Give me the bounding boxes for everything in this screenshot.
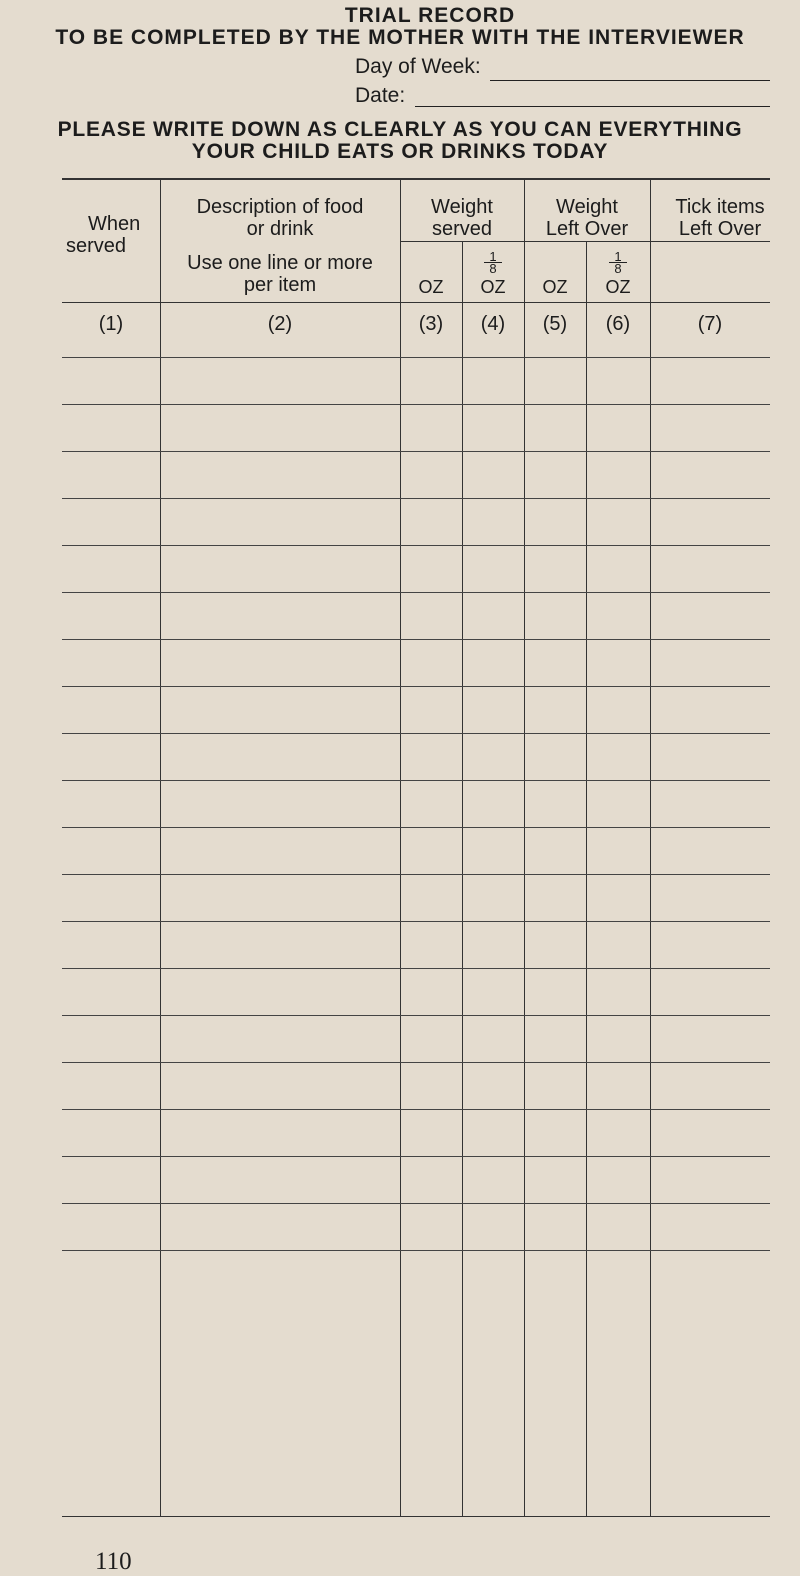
column-number-7: (7) xyxy=(697,313,723,335)
entry-row[interactable] xyxy=(62,1156,770,1157)
header-tick-items: Tick items Left Over xyxy=(675,196,765,240)
fraction-eighth-4: $\frac{1}{8}$ xyxy=(484,251,502,274)
entry-row[interactable] xyxy=(62,686,770,687)
divider-col-3-4 xyxy=(462,241,463,1516)
form-subtitle: TO BE COMPLETED BY THE MOTHER WITH THE INTERVIEWER xyxy=(55,26,745,49)
divider-col-5-6 xyxy=(586,241,587,1516)
divider-col-2-3 xyxy=(400,178,401,1516)
column-number-4: (4) xyxy=(480,313,506,335)
entry-row[interactable] xyxy=(62,404,770,405)
table-top-border xyxy=(62,178,770,180)
divider-col-1-2 xyxy=(160,178,161,1516)
header-description-note: Use one line or more per item xyxy=(187,252,373,296)
day-of-week-label: Day of Week: xyxy=(355,55,481,78)
header-description: Description of food or drink xyxy=(196,196,364,240)
entry-row[interactable] xyxy=(62,498,770,499)
column-number-1: (1) xyxy=(98,313,124,335)
instruction-line-1: PLEASE WRITE DOWN AS CLEARLY AS YOU CAN EVERYTHING xyxy=(57,118,743,141)
instruction-line-2: YOUR CHILD EATS OR DRINKS TODAY xyxy=(191,140,609,163)
entry-row[interactable] xyxy=(62,357,770,358)
column-number-5: (5) xyxy=(542,313,568,335)
entry-row[interactable] xyxy=(62,1062,770,1063)
date-field[interactable] xyxy=(415,106,770,107)
unit-oz-3: OZ xyxy=(418,277,444,297)
entry-row[interactable] xyxy=(62,968,770,969)
table-bottom-border xyxy=(62,1516,770,1517)
entry-row[interactable] xyxy=(62,874,770,875)
subheader-line xyxy=(400,241,770,242)
entry-row[interactable] xyxy=(62,1109,770,1110)
column-number-2: (2) xyxy=(267,313,293,335)
unit-oz-5: OZ xyxy=(542,277,568,297)
entry-row[interactable] xyxy=(62,545,770,546)
unit-oz-4: OZ xyxy=(480,277,506,297)
divider-col-6-7 xyxy=(650,178,651,1516)
entry-row[interactable] xyxy=(62,921,770,922)
entry-row[interactable] xyxy=(62,1250,770,1251)
header-served: served xyxy=(66,235,127,257)
header-weight-served: Weight served xyxy=(431,196,493,240)
entry-row[interactable] xyxy=(62,780,770,781)
entry-row[interactable] xyxy=(62,451,770,452)
fraction-eighth-6: $\frac{1}{8}$ xyxy=(609,251,627,274)
entry-row[interactable] xyxy=(62,1015,770,1016)
header-weight-left-over: Weight Left Over xyxy=(545,196,629,240)
date-label: Date: xyxy=(355,84,406,107)
entry-row[interactable] xyxy=(62,827,770,828)
day-of-week-field[interactable] xyxy=(490,80,770,81)
divider-col-4-5 xyxy=(524,178,525,1516)
form-title: TRIAL RECORD xyxy=(344,4,516,27)
entry-row[interactable] xyxy=(62,639,770,640)
column-number-6: (6) xyxy=(605,313,631,335)
unit-oz-6: OZ xyxy=(605,277,631,297)
entry-row[interactable] xyxy=(62,733,770,734)
page-number: 110 xyxy=(95,1548,132,1575)
column-number-top-line xyxy=(62,302,770,303)
column-number-3: (3) xyxy=(418,313,444,335)
header-when: When xyxy=(88,213,141,235)
entry-row[interactable] xyxy=(62,592,770,593)
entry-row[interactable] xyxy=(62,1203,770,1204)
